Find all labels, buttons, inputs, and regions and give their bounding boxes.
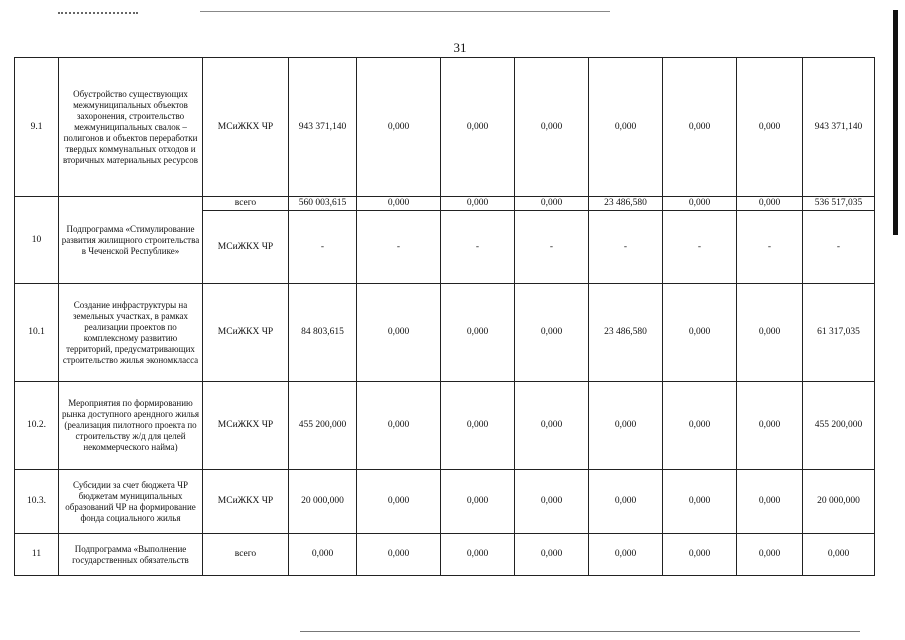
value-cell: - [589,211,663,284]
scan-artifact-bottom [300,631,860,632]
value-cell: 0,000 [737,470,803,534]
row-code: 11 [15,534,59,576]
value-cell: 0,000 [663,197,737,211]
row-code: 10.3. [15,470,59,534]
row-name: Обустройство существующих межмуниципальных объектов захоронения, строительство межмуниципальных свалок – полигонов и объектов переработки твердых коммунальных отходов и вторичных материальных ресурсов [59,58,203,197]
value-cell: 0,000 [441,470,515,534]
value-cell: 0,000 [663,382,737,470]
row-code: 10 [15,197,59,284]
value-cell: 0,000 [589,58,663,197]
row-executor: МСиЖКХ ЧР [203,284,289,382]
value-cell: 0,000 [515,58,589,197]
row-name: Мероприятия по формированию рынка доступного арендного жилья (реализация пилотного проекта по строительству ж/д для целей некоммерческого найма) [59,382,203,470]
scan-artifact-top-left [58,12,138,16]
value-cell: 0,000 [515,197,589,211]
value-cell: 0,000 [515,534,589,576]
value-cell: 0,000 [589,534,663,576]
value-cell: 455 200,000 [803,382,875,470]
row-executor: МСиЖКХ ЧР [203,470,289,534]
row-code: 10.1 [15,284,59,382]
table-row-9-1 [15,58,875,197]
value-cell: 0,000 [357,197,441,211]
table-row-11 [15,534,875,576]
budget-table [14,57,875,576]
value-cell: 0,000 [441,382,515,470]
table-row-10-total [15,197,875,211]
value-cell: 0,000 [357,284,441,382]
value-cell: 0,000 [441,197,515,211]
value-cell: 0,000 [515,470,589,534]
value-cell: 0,000 [515,284,589,382]
row-code: 9.1 [15,58,59,197]
value-cell: 0,000 [737,58,803,197]
value-cell: - [441,211,515,284]
value-cell: - [663,211,737,284]
row-name: Подпрограмма «Стимулирование развития жилищного строительства в Чеченской Республике» [59,197,203,284]
value-cell: 0,000 [663,284,737,382]
value-cell: 0,000 [737,382,803,470]
row-name: Субсидии за счет бюджета ЧР бюджетам муниципальных образований ЧР на формирование фонда социального жилья [59,470,203,534]
value-cell: 0,000 [589,470,663,534]
row-executor: МСиЖКХ ЧР [203,211,289,284]
value-cell: 84 803,615 [289,284,357,382]
row-name: Создание инфраструктуры на земельных участках, в рамках реализации проектов по комплексному развитию территорий, предусматривающих строительство жилья экономкласса [59,284,203,382]
value-cell: 0,000 [663,58,737,197]
row-total-label: всего [203,197,289,211]
value-cell: 20 000,000 [289,470,357,534]
value-cell: 0,000 [737,197,803,211]
value-cell: 0,000 [737,534,803,576]
row-name: Подпрограмма «Выполнение государственных обязательств [59,534,203,576]
value-cell: 0,000 [589,382,663,470]
value-cell: 0,000 [737,284,803,382]
value-cell: 0,000 [663,534,737,576]
row-executor: всего [203,534,289,576]
value-cell: 943 371,140 [803,58,875,197]
value-cell: - [737,211,803,284]
value-cell: 23 486,580 [589,284,663,382]
value-cell: - [515,211,589,284]
value-cell: 23 486,580 [589,197,663,211]
value-cell: - [803,211,875,284]
page-number: 31 [453,40,467,55]
value-cell: 455 200,000 [289,382,357,470]
value-cell: 61 317,035 [803,284,875,382]
value-cell: 0,000 [357,382,441,470]
value-cell: 0,000 [357,470,441,534]
value-cell: 0,000 [441,534,515,576]
value-cell: 0,000 [357,534,441,576]
value-cell: 0,000 [289,534,357,576]
value-cell: - [289,211,357,284]
table-row-10-2 [15,382,875,470]
value-cell: 0,000 [803,534,875,576]
table-row-10-1 [15,284,875,382]
value-cell: 560 003,615 [289,197,357,211]
value-cell: 0,000 [515,382,589,470]
scan-edge-bar [893,10,898,235]
row-executor: МСиЖКХ ЧР [203,382,289,470]
value-cell: - [357,211,441,284]
table-row-10-3 [15,470,875,534]
value-cell: 0,000 [357,58,441,197]
value-cell: 0,000 [441,284,515,382]
value-cell: 20 000,000 [803,470,875,534]
value-cell: 0,000 [663,470,737,534]
row-executor: МСиЖКХ ЧР [203,58,289,197]
scan-artifact-top [200,11,610,12]
row-code: 10.2. [15,382,59,470]
value-cell: 943 371,140 [289,58,357,197]
value-cell: 536 517,035 [803,197,875,211]
value-cell: 0,000 [441,58,515,197]
